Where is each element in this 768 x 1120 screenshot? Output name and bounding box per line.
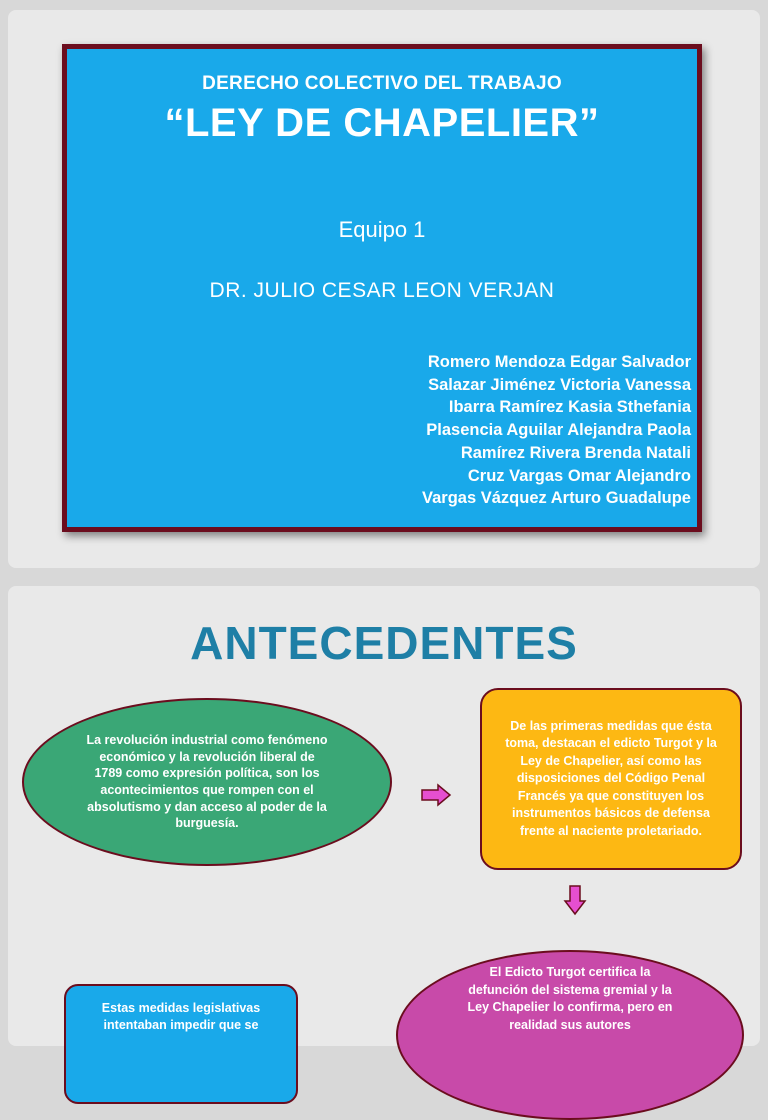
title-slide xyxy=(8,10,760,568)
ellipse-text: El Edicto Turgot certifica la defunción del sistema gremial y la Ley Chapelier lo confirma, pero en realidad sus autores xyxy=(467,965,673,1032)
team-label: Equipo 1 xyxy=(338,217,426,242)
arrow-right-icon xyxy=(420,784,452,806)
arrow-down-icon xyxy=(564,884,586,916)
member-name: Cruz Vargas Omar Alejandro xyxy=(467,466,691,485)
member-name: Ramírez Rivera Brenda Natali xyxy=(460,443,691,462)
presentation-title: “LEY DE CHAPELIER” xyxy=(164,101,600,145)
legislative-measures-box xyxy=(64,984,298,1104)
member-name: Romero Mendoza Edgar Salvador xyxy=(427,353,691,371)
edicto-turgot-ellipse xyxy=(396,950,744,1120)
course-name: DERECHO COLECTIVO DEL TRABAJO xyxy=(202,73,562,94)
ellipse-text: La revolución industrial como fenómeno económico y la revolución liberal de 1789 como expresión política, son los acontecimientos que rompen con el absolutismo y dan acceso al poder de la burguesía. xyxy=(86,733,328,831)
member-name: Ibarra Ramírez Kasia Sthefania xyxy=(448,398,691,417)
title-box xyxy=(62,44,702,532)
member-name: Plasencia Aguilar Alejandra Paola xyxy=(426,421,691,440)
measures-box xyxy=(480,688,742,870)
antecedentes-slide xyxy=(8,586,760,1046)
box-text: Estas medidas legislativas intentaban impedir que se xyxy=(101,1001,261,1032)
industrial-revolution-ellipse xyxy=(22,698,392,866)
member-name: Vargas Vázquez Arturo Guadalupe xyxy=(422,489,691,508)
member-name: Salazar Jiménez Victoria Vanessa xyxy=(428,375,691,394)
professor-name: DR. JULIO CESAR LEON VERJAN xyxy=(209,279,555,302)
slide-heading: ANTECEDENTES xyxy=(190,617,578,669)
member-list xyxy=(422,351,691,510)
box-text: De las primeras medidas que ésta toma, destacan el edicto Turgot y la Ley de Chapelier, así como las disposiciones del Código Penal Francés ya que constituyen los instrumentos básicos de defensa frente al naciente proletariado. xyxy=(505,718,717,838)
